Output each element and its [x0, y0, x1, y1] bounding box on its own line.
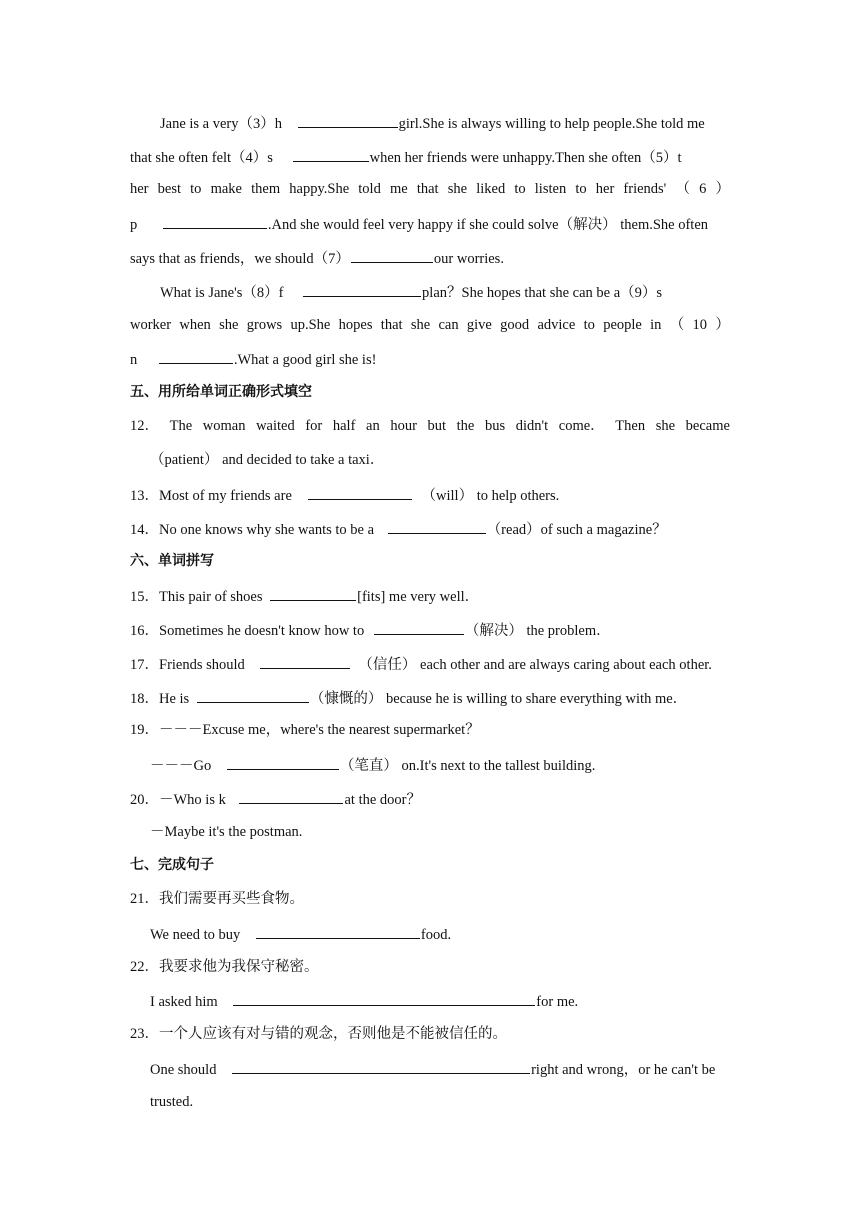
word: for	[305, 418, 323, 434]
word: in	[650, 317, 662, 333]
word: （	[675, 181, 690, 197]
word: them	[251, 181, 281, 197]
word: make	[210, 181, 242, 197]
word: her	[595, 181, 615, 197]
answer-blank-8[interactable]	[303, 281, 421, 297]
answer-blank-18[interactable]	[197, 687, 309, 703]
word: half	[332, 418, 356, 434]
word: ）	[715, 181, 730, 197]
question-19: 19．－－－Excuse me，where's the nearest supermarket？	[130, 722, 480, 738]
passage-line: What is Jane's（8）f plan？She hopes that she can be a（9）s	[130, 281, 730, 301]
passage-line: p .And she would feel very happy if she could solve（解决） them.She often	[130, 213, 730, 233]
word: became	[685, 418, 730, 434]
word: to	[583, 317, 595, 333]
question-15: 15．This pair of shoes [fits] me very well．	[130, 585, 730, 605]
word: people	[603, 317, 642, 333]
answer-blank-4[interactable]	[293, 146, 369, 162]
answer-blank-20[interactable]	[239, 788, 343, 804]
question-19-answer: －－－Go （笔直） on.It's next to the tallest building.	[130, 754, 730, 774]
word: waited	[256, 418, 295, 434]
word: advice	[537, 317, 576, 333]
answer-blank-6[interactable]	[163, 213, 267, 229]
word: grows	[246, 317, 283, 333]
word: to	[190, 181, 202, 197]
word: 12．	[130, 418, 159, 434]
word: best	[157, 181, 182, 197]
answer-blank-22[interactable]	[233, 990, 535, 1006]
word: hopes	[338, 317, 373, 333]
word: friends'	[623, 181, 667, 197]
question-12-cont: （patient） and decided to take a taxi．	[150, 452, 385, 468]
question-21-english: We need to buy food.	[130, 923, 730, 943]
word: happy.She	[289, 181, 350, 197]
word: woman	[202, 418, 246, 434]
word: to	[514, 181, 526, 197]
question-23-english: One should right and wrong，or he can't be	[130, 1058, 730, 1078]
passage-line-justified	[130, 179, 730, 199]
question-18: 18．He is （慷慨的） because he is willing to share everything with me．	[130, 687, 730, 707]
answer-blank-16[interactable]	[374, 619, 464, 635]
question-12	[130, 416, 730, 436]
answer-blank-14[interactable]	[388, 518, 486, 534]
word: （	[669, 317, 685, 333]
passage-line: says that as friends，we should（7） our worries.	[130, 247, 730, 267]
question-20: 20．－Who is k at the door？	[130, 788, 730, 808]
word: me	[389, 181, 408, 197]
passage-line-justified	[130, 315, 730, 335]
question-17: 17．Friends should （信任） each other and are always caring about each other.	[130, 653, 730, 673]
word: an	[366, 418, 380, 434]
answer-blank-23[interactable]	[232, 1058, 530, 1074]
question-23-chinese: 23．一个人应该有对与错的观念，否则他是不能被信任的。	[130, 1026, 507, 1042]
answer-blank-17[interactable]	[260, 653, 350, 669]
question-21-chinese: 21．我们需要再买些食物。	[130, 891, 304, 907]
word: liked	[476, 181, 506, 197]
word: she	[410, 317, 431, 333]
word: she	[219, 317, 239, 333]
word: told	[358, 181, 381, 197]
word: ）	[715, 317, 730, 333]
section-heading: 五、用所给单词正确形式填空	[130, 384, 312, 400]
word: up.She	[290, 317, 331, 333]
question-16: 16．Sometimes he doesn't know how to （解决） the problem．	[130, 619, 730, 639]
word: come．	[558, 418, 605, 434]
word: worker	[130, 317, 172, 333]
word: hour	[390, 418, 417, 434]
word: give	[466, 317, 492, 333]
word: when	[179, 317, 211, 333]
word: bus	[484, 418, 506, 434]
answer-blank-3[interactable]	[298, 112, 398, 128]
word: 6	[699, 181, 707, 197]
answer-blank-19[interactable]	[227, 754, 339, 770]
word: that	[416, 181, 439, 197]
word: but	[427, 418, 447, 434]
word: can	[438, 317, 459, 333]
word: her	[130, 181, 149, 197]
word: The	[169, 418, 193, 434]
section-heading: 六、单词拼写	[130, 553, 214, 569]
answer-blank-21[interactable]	[256, 923, 420, 939]
word: didn't	[515, 418, 549, 434]
answer-blank-13[interactable]	[308, 484, 412, 500]
word: the	[456, 418, 475, 434]
word: she	[447, 181, 468, 197]
word: good	[500, 317, 530, 333]
question-14: 14．No one knows why she wants to be a （read）of such a magazine？	[130, 518, 730, 538]
question-23-english-cont: trusted.	[150, 1094, 194, 1110]
question-20-reply: －Maybe it's the postman.	[150, 824, 303, 840]
answer-blank-15[interactable]	[270, 585, 356, 601]
word: listen	[534, 181, 567, 197]
section-heading: 七、完成句子	[130, 857, 214, 873]
word: 10	[692, 317, 708, 333]
passage-line: Jane is a very（3）h girl.She is always willing to help people.She told me	[130, 112, 730, 132]
word: Then	[615, 418, 646, 434]
question-22-english: I asked him for me.	[130, 990, 730, 1010]
question-13: 13．Most of my friends are （will） to help others.	[130, 484, 730, 504]
question-22-chinese: 22．我要求他为我保守秘密。	[130, 959, 319, 975]
word: she	[655, 418, 676, 434]
word: that	[380, 317, 403, 333]
passage-line: that she often felt（4）s when her friends were unhappy.Then she often（5）t	[130, 146, 730, 166]
passage-line: n .What a good girl she is!	[130, 348, 730, 368]
word: to	[575, 181, 587, 197]
answer-blank-10[interactable]	[159, 348, 233, 364]
answer-blank-7[interactable]	[351, 247, 433, 263]
